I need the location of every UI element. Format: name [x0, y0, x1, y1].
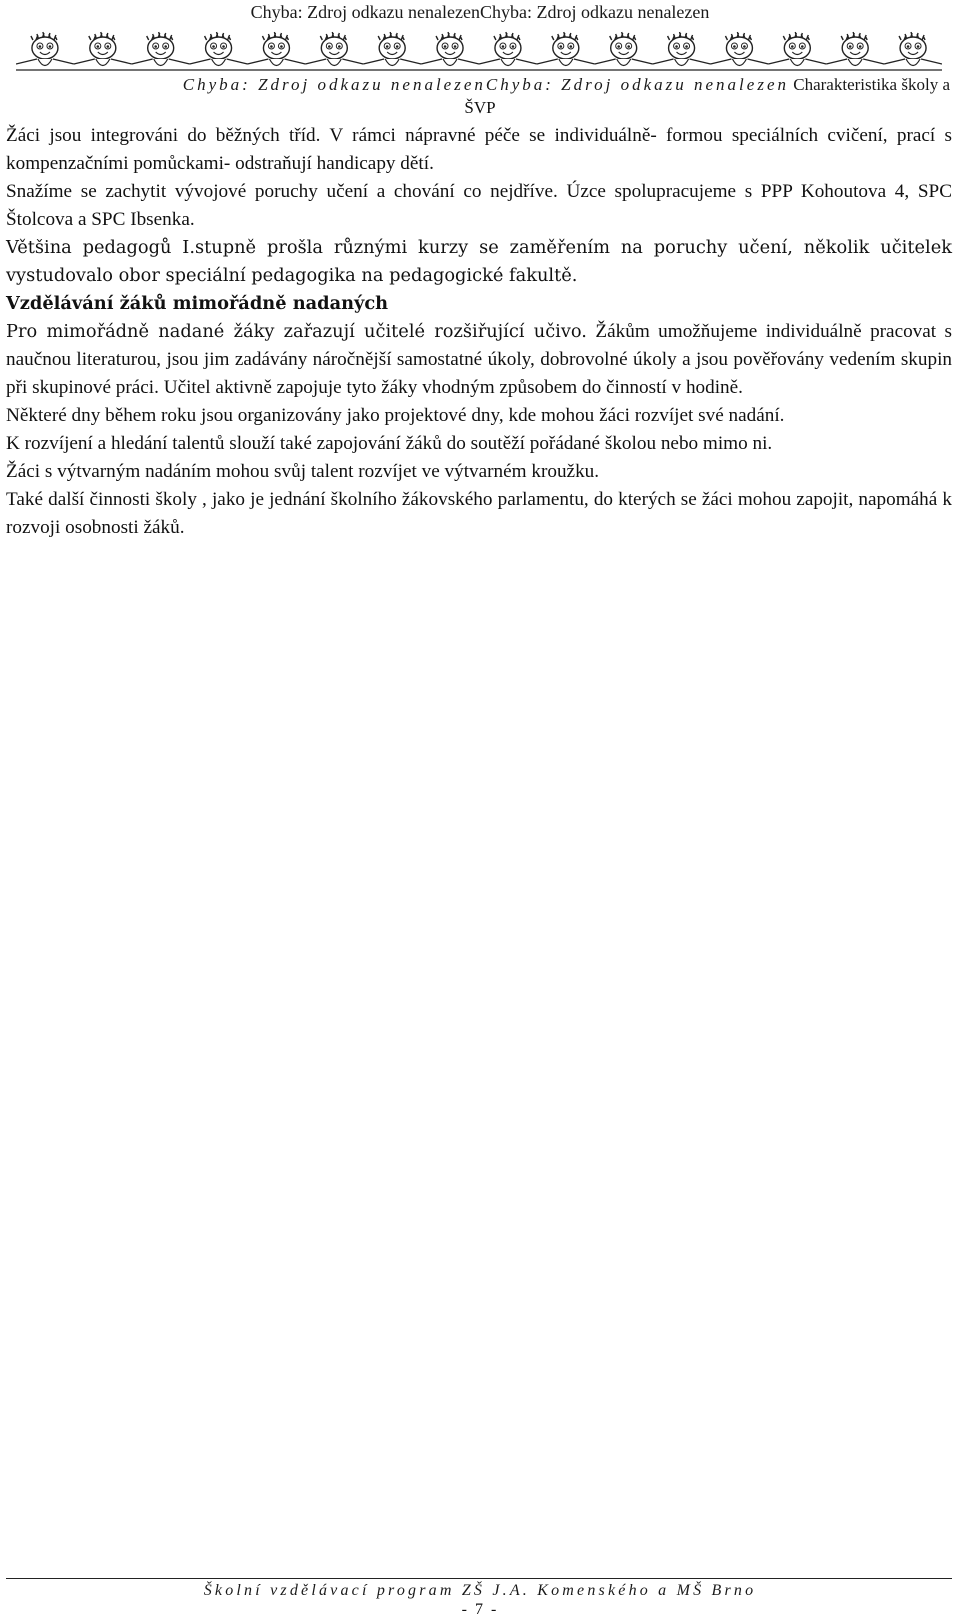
child-face-icon — [305, 32, 363, 66]
paragraph-early-detection: Snažíme se zachytit vývojové poruchy učení a chování co nejdříve. Úzce spolupracujeme s PPP Kohoutova 4, SPC Štolcova a SPC Ibsenka. — [6, 181, 952, 230]
child-face-icon — [74, 32, 132, 66]
paragraph-parliament: Také další činnosti školy , jako je jednání školního žákovského parlamentu, do kterých se žáci mohou zapojit, napomáhá k rozvoji osobnosti žáků. — [6, 489, 952, 538]
child-face-icon — [190, 32, 248, 66]
paragraph-gifted-lead: Pro mimořádně nadané žáky zařazují učitelé rozšiřující učivo. — [6, 321, 587, 342]
child-face-icon — [16, 32, 74, 66]
paragraph-gifted-rest: Žákům umožňujeme individuálně pracovat s naučnou literaturou, jsou jim zadávány náročnější samostatné úkoly, dobrovolné úkoly a jsou pověřovány vedením skupin při skupinové práci. Učitel aktivně zapojuje tyto žáky vhodným způsobem do činností v hodině. — [6, 321, 953, 398]
section-heading-gifted: Vzdělávání žáků mimořádně nadaných — [6, 293, 389, 314]
header-section-subtitle: ŠVP — [464, 98, 496, 117]
child-face-icon — [711, 32, 769, 66]
paragraph-integration: Žáci jsou integrováni do běžných tříd. V rámci nápravné péče se individuálně- formou speciálních cvičení, prací s kompenzačními pomůckami- odstraňují handicapy dětí. — [6, 125, 952, 174]
document-body — [6, 122, 952, 542]
paragraph-art-club: Žáci s výtvarným nadáním mohou svůj talent rozvíjet ve výtvarném kroužku. — [6, 461, 600, 482]
footer-divider — [6, 1578, 952, 1579]
header-section-title: Charakteristika školy a — [793, 75, 950, 94]
paragraph-project-days: Některé dny během roku jsou organizovány jako projektové dny, kde mohou žáci rozvíjet své nadání. — [6, 405, 785, 426]
child-face-icon — [884, 32, 942, 66]
child-face-icon — [653, 32, 711, 66]
header-running-line — [6, 74, 950, 96]
header-error-text: Chyba: Zdroj odkazu nenalezenChyba: Zdroj odkazu nenalezen — [182, 75, 789, 94]
children-faces-banner-icon — [16, 24, 942, 74]
header-title: Chyba: Zdroj odkazu nenalezenChyba: Zdroj odkazu nenalezen — [250, 2, 710, 22]
page-number: - 7 - — [461, 1601, 499, 1618]
paragraph-competitions: K rozvíjení a hledání talentů slouží také zapojování žáků do soutěží pořádané školou nebo mimo ni. — [6, 433, 773, 454]
child-face-icon — [595, 32, 653, 66]
paragraph-gifted — [6, 318, 952, 402]
child-face-icon — [537, 32, 595, 66]
footer-program-title: Školní vzdělávací program ZŠ J.A. Komenského a MŠ Brno — [203, 1582, 757, 1599]
paragraph-teachers-training: Většina pedagogů I.stupně prošla různými kurzy se zaměřením na poruchy učení, několik učitelek vystudovalo obor speciální pedagogika na pedagogické fakultě. — [6, 237, 952, 286]
child-face-icon — [826, 32, 884, 66]
child-face-icon — [363, 32, 421, 66]
child-face-icon — [132, 32, 190, 66]
child-face-icon — [479, 32, 537, 66]
child-face-icon — [248, 32, 306, 66]
child-face-icon — [768, 32, 826, 66]
child-face-icon — [421, 32, 479, 66]
